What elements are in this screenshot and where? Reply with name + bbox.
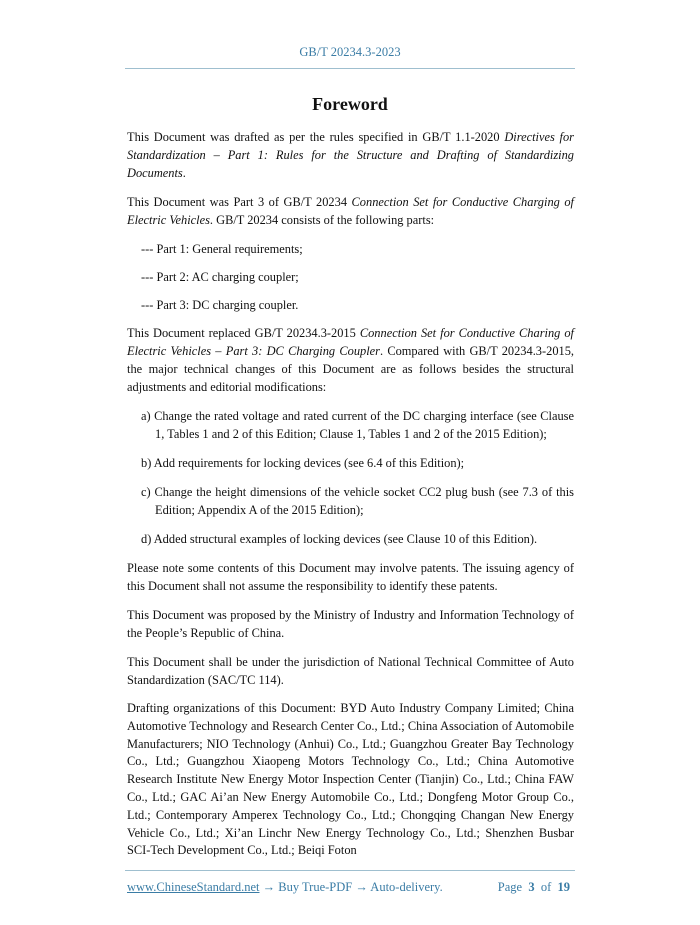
change-item: c) Change the height dimensions of the vehicle socket CC2 plug bush (see 7.3 of this Edition; Appendix A of the 2015 Edition); [141,485,574,517]
page-number: Page 3 of 19 [497,880,570,895]
change-item: b) Add requirements for locking devices (see 6.4 of this Edition); [141,456,465,470]
paragraph-replaced: This Document replaced GB/T 20234.3-2015 Connection Set for Conductive Charing of Electric Vehicles – Part 3: DC Charging Coupler. Compared with GB/T 20234.3-2015, the major technical changes of this Document are as follows besides the structural adjustments and editorial modifications: [127,326,575,394]
chinese-standard-link[interactable]: www.ChineseStandard.net [127,880,260,895]
change-item: a) Change the rated voltage and rated current of the DC charging interface (see Clause 1, Tables 1 and 2 of this Edition; Clause 1, Tables 1 and 2 of the 2015 Edition); [141,409,574,441]
paragraph-drafting-organizations: Drafting organizations of this Document: BYD Auto Industry Company Limited; China Automotive Technology and Research Center Co., Ltd.; China Association of Automobile Manufacturers; NIO Technology (Anhui) Co., Ltd.; Guangzhou Greater Bay Technology Co., Ltd.; Guangzhou Xiaopeng Motors Technology Co., Ltd.; China Automotive Research Institute New Energy Motor Inspection Center (Tianjin) Co., Ltd.; China FAW Co., Ltd.; GAC Ai’an New Energy Automobile Co., Ltd.; Dongfeng Motor Group Co., Ltd.; Contemporary Amperex Technology Co., Ltd.; Chongqing Changan New Energy Vehicle Co., Ltd.; Xi’an Linchr New Energy Technology Co., Ltd.; Shenzhen Busbar SCI-Tech Development Co., Ltd.; Beiqi Foton [127,701,574,858]
change-item: d) Added structural examples of locking devices (see Clause 10 of this Edition). [141,532,538,546]
footer-left [127,879,443,895]
list-item: --- Part 1: General requirements; [141,242,303,256]
list-item: --- Part 3: DC charging coupler. [141,298,299,312]
paragraph-proposed: This Document was proposed by the Ministry of Industry and Information Technology of the People’s Republic of China. [127,608,574,640]
list-item: --- Part 2: AC charging coupler; [141,270,299,284]
document-body [127,128,574,860]
paragraph-jurisdiction: This Document shall be under the jurisdiction of National Technical Committee of Auto Standardization (SAC/TC 114). [127,655,574,687]
running-header: GB/T 20234.3-2023 [299,45,401,59]
footer-tagline: → Buy True-PDF → Auto-delivery. [259,880,443,895]
footer-divider [125,870,575,871]
paragraph-drafting-rules: This Document was drafted as per the rules specified in GB/T 1.1-2020 Directives for Standardization – Part 1: Rules for the Structure and Drafting of Standardizing Documents. [127,130,574,180]
paragraph-patents: Please note some contents of this Document may involve patents. The issuing agency of this Document shall not assume the responsibility to identify these patents. [127,561,574,593]
page-title: Foreword [312,94,388,114]
footer [127,879,570,895]
header-divider [125,68,575,69]
paragraph-part-of: This Document was Part 3 of GB/T 20234 Connection Set for Conductive Charging of Electric Vehicles. GB/T 20234 consists of the following parts: [127,195,574,227]
